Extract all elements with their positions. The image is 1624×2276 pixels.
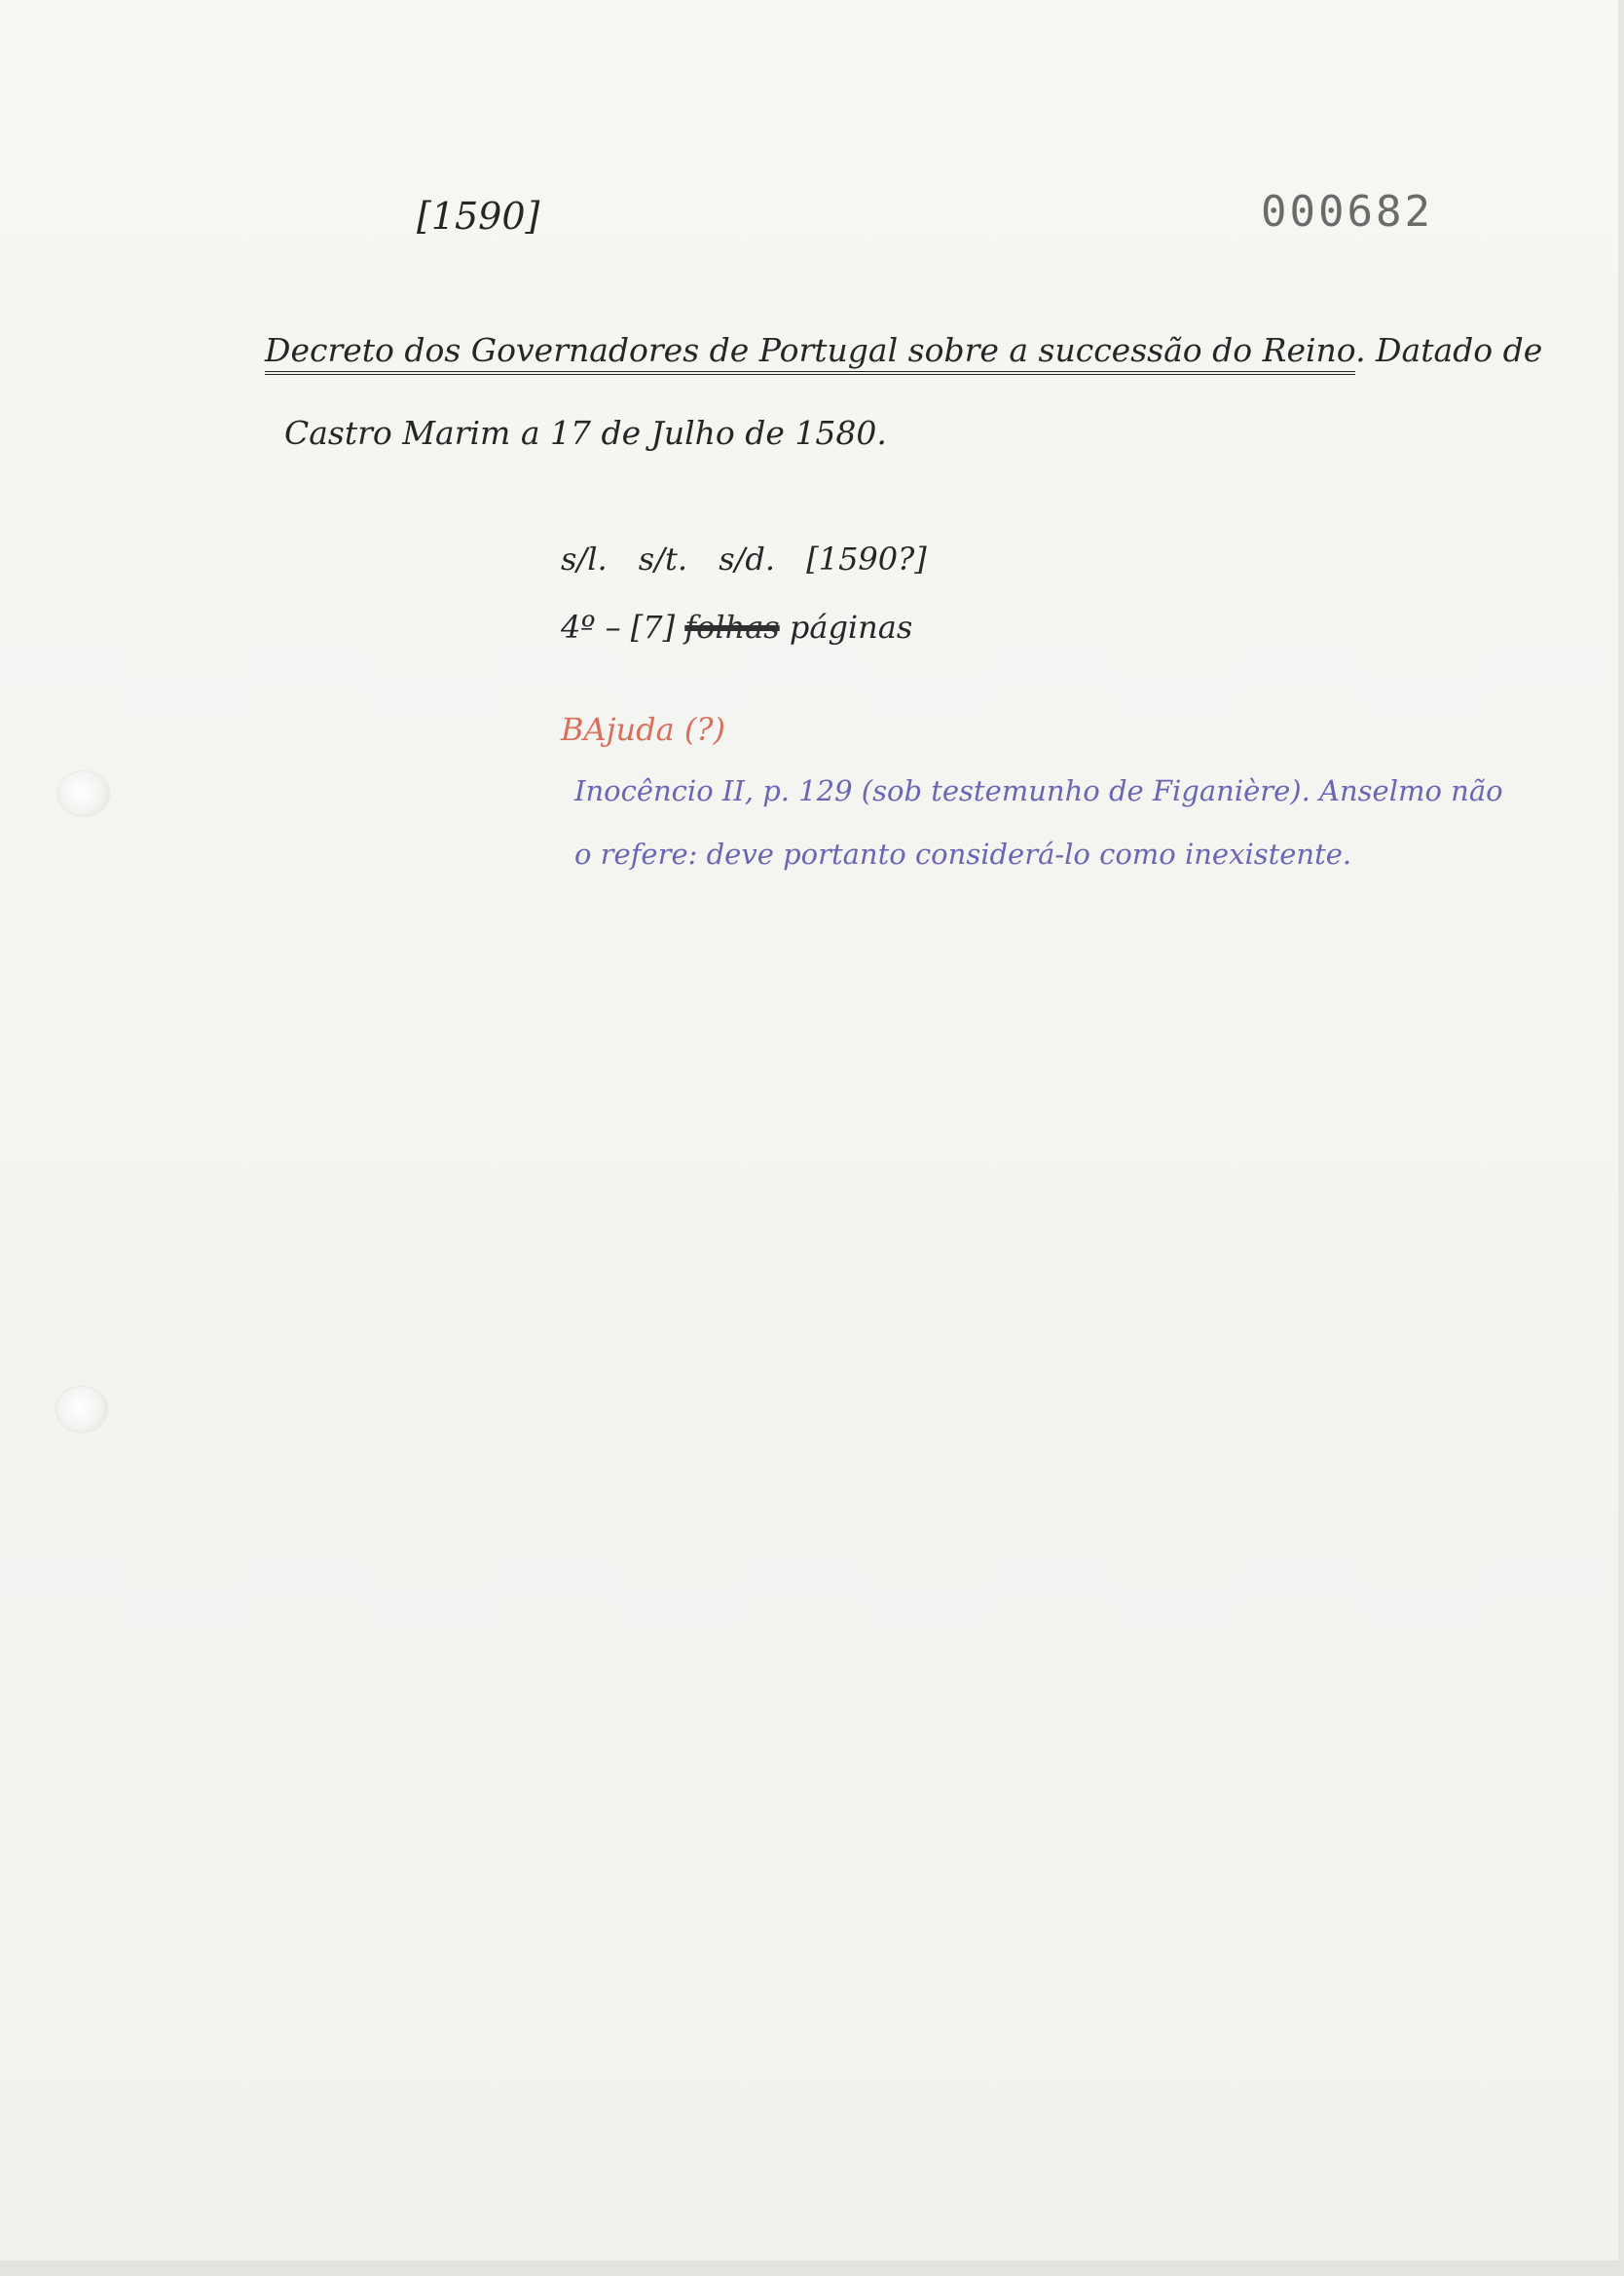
year-label: [1590] <box>417 195 540 238</box>
note-line-2: o refere: deve portanto considerá-lo como inexistente. <box>574 838 1352 871</box>
title-line-2: Castro Marim a 17 de Julho de 1580. <box>284 414 887 452</box>
imprint-line: s/l. s/t. s/d. [1590?] <box>561 541 927 578</box>
page-edge-right <box>1618 0 1624 2276</box>
format-suffix: páginas <box>789 609 913 646</box>
record-number-stamp: 000682 <box>1261 187 1433 237</box>
note-line-1: Inocêncio II, p. 129 (sob testemunho de Figanière). Anselmo não <box>574 774 1503 807</box>
format-line <box>561 609 912 646</box>
title-rest: . Datado de <box>1355 331 1543 369</box>
title-line-1 <box>265 331 1542 369</box>
format-struck-word: folhas <box>684 609 780 646</box>
punch-hole-bottom <box>56 1387 107 1432</box>
library-location: BAjuda (?) <box>561 711 726 748</box>
title-underlined: Decreto dos Governadores de Portugal sobre a successão do Reino <box>265 331 1355 375</box>
page-edge-bottom <box>0 2260 1624 2276</box>
format-prefix: 4º – [7] <box>561 609 676 646</box>
punch-hole-top <box>58 771 109 816</box>
